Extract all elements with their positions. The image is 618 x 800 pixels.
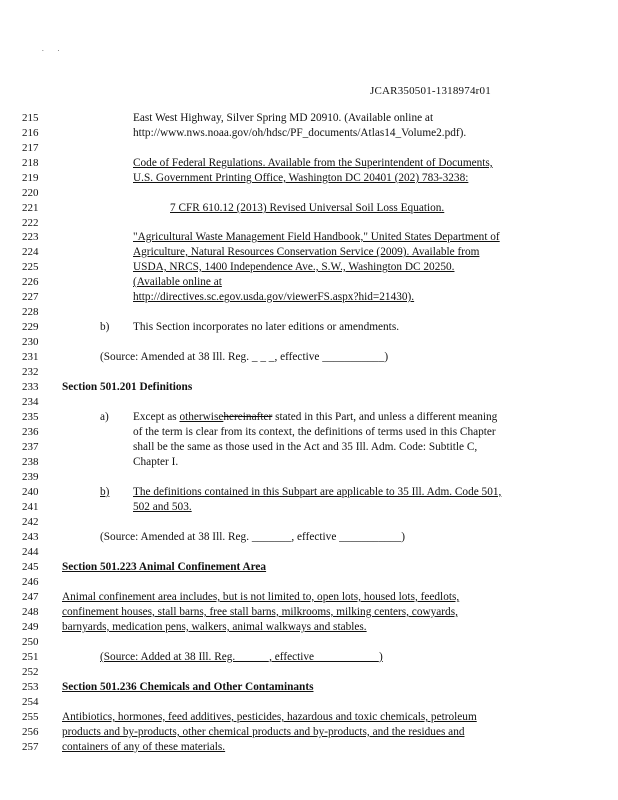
text-line: Antibiotics, hormones, feed additives, pesticides, hazardous and toxic chemicals, petroleum [62,711,477,723]
text-line: of the term is clear from its context, the definitions of terms used in this Chapter [133,426,496,438]
line-number: 248 [22,606,39,618]
line-number: 238 [22,456,39,468]
text-line: Except as otherwisehereinafter stated in this Part, and unless a different meaning [133,411,498,423]
line-number: 252 [22,666,39,678]
text-line: products and by-products, other chemical products and by-products, and the residues and [62,726,465,738]
subsection-marker: a) [100,411,109,423]
line-number: 254 [22,696,39,708]
line-number: 231 [22,351,39,363]
line-number: 219 [22,172,39,184]
subsection-marker: b) [100,486,110,498]
line-number: 251 [22,651,39,663]
text-line: U.S. Government Printing Office, Washington DC 20401 (202) 783-3238: [133,172,469,184]
line-number: 246 [22,576,39,588]
line-number: 236 [22,426,39,438]
line-number: 224 [22,246,39,258]
line-number: 230 [22,336,39,348]
text-line: Agriculture, Natural Resources Conservation Service (2009). Available from [133,246,480,258]
section-heading: Section 501.201 Definitions [62,381,193,393]
source-note: (Source: Added at 38 Ill. Reg. _ _ _ _, effective ___________) [100,651,383,663]
text-line: 7 CFR 610.12 (2013) Revised Universal Soil Loss Equation. [170,202,445,214]
text-line: (Available online at [133,276,222,288]
text-line: http://directives.sc.egov.usda.gov/viewerFS.aspx?hid=21430). [133,291,415,303]
line-number: 222 [22,217,39,229]
line-number: 227 [22,291,39,303]
line-number: 225 [22,261,39,273]
text-line: The definitions contained in this Subpart are applicable to 35 Ill. Adm. Code 501, [133,486,502,498]
line-number: 256 [22,726,39,738]
line-number: 223 [22,231,39,243]
text-line: 502 and 503. [133,501,192,513]
line-number: 237 [22,441,39,453]
text-line: barnyards, medication pens, walkers, animal walkways and stables. [62,621,367,633]
line-number: 217 [22,142,39,154]
text-line: shall be the same as those used in the Act and 35 Ill. Adm. Code: Subtitle C, [133,441,478,453]
line-number: 257 [22,741,39,753]
text-line: "Agricultural Waste Management Field Handbook," United States Department of [133,231,500,243]
section-heading: Section 501.223 Animal Confinement Area [62,561,267,573]
line-number: 247 [22,591,39,603]
line-number: 215 [22,112,39,124]
section-heading: Section 501.236 Chemicals and Other Contaminants [62,681,314,693]
source-note: (Source: Amended at 38 Ill. Reg. _ _ _, effective ___________) [100,351,389,363]
text-line: This Section incorporates no later editions or amendments. [133,321,400,333]
text-line: http://www.nws.noaa.gov/oh/hdsc/PF_documents/Atlas14_Volume2.pdf). [133,127,467,139]
text-line: USDA, NRCS, 1400 Independence Ave., S.W., Washington DC 20250. [133,261,455,273]
line-number: 221 [22,202,39,214]
line-number: 241 [22,501,39,513]
line-number: 250 [22,636,39,648]
line-number: 245 [22,561,39,573]
subsection-marker: b) [100,321,110,333]
line-number: 233 [22,381,39,393]
text-line: East West Highway, Silver Spring MD 20910. (Available online at [133,112,434,124]
line-number: 255 [22,711,39,723]
text-line: Animal confinement area includes, but is not limited to, open lots, housed lots, feedlots, [62,591,460,603]
line-number: 229 [22,321,39,333]
text-line: containers of any of these materials. [62,741,226,753]
line-number: 235 [22,411,39,423]
line-number: 244 [22,546,39,558]
line-number: 242 [22,516,39,528]
document-id: JCAR350501-1318974r01 [370,85,491,97]
line-number: 239 [22,471,39,483]
text-line: confinement houses, stall barns, free stall barns, milkrooms, milking centers, cowyards, [62,606,458,618]
line-number: 226 [22,276,39,288]
line-number: 240 [22,486,39,498]
text-line: Code of Federal Regulations. Available from the Superintendent of Documents, [133,157,493,169]
corner-mark: . . [42,45,66,53]
line-number: 216 [22,127,39,139]
line-number: 253 [22,681,39,693]
line-number: 232 [22,366,39,378]
line-number: 220 [22,187,39,199]
line-number: 228 [22,306,39,318]
source-note: (Source: Amended at 38 Ill. Reg. _______, effective ___________) [100,531,406,543]
line-number: 249 [22,621,39,633]
line-number: 234 [22,396,39,408]
line-number: 243 [22,531,39,543]
text-line: Chapter I. [133,456,179,468]
line-number: 218 [22,157,39,169]
